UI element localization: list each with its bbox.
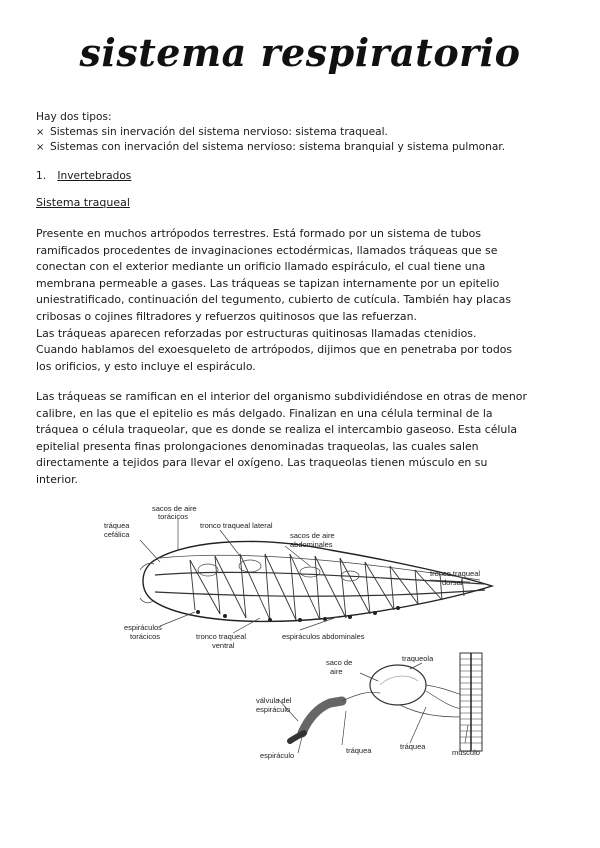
text-line: Las tráqueas aparecen reforzadas por estructuras quitinosas llamadas ctenidios. — [36, 326, 477, 340]
intro-bullet — [36, 140, 505, 155]
text-line: calibre, en las que el epitelio es más delgado. Finalizan en una célula terminal de la — [36, 406, 493, 420]
text-line: Cuando hablamos del exoesqueleto de artrópodos, dijimos que en penetraba por todos — [36, 343, 513, 357]
label-tronco-lateral: tronco traqueal lateral — [200, 521, 273, 530]
page-title: sistema respiratorio — [79, 30, 521, 75]
text-line: los orificios, y esto incluye el espiráculo. — [36, 359, 256, 373]
tracheal-system-figure — [100, 500, 520, 660]
label-tronco-ventral: tronco traqueal — [196, 632, 247, 641]
intro-lead: Hay dos tipos: — [36, 111, 112, 123]
label-saco-aire: saco de — [326, 658, 353, 667]
label-tronco-ventral-2: ventral — [212, 641, 235, 650]
text-line: epitelial presenta finas prolongaciones denominadas traqueolas, las cuales salen — [36, 439, 479, 453]
label-sacos-abdominales-2: abdominales — [290, 540, 333, 549]
label-traqueola: traqueola — [402, 654, 434, 663]
paragraph-2 — [36, 389, 568, 489]
label-valvula-2: espiráculo — [256, 705, 291, 714]
label-sacos-toracicos: sacos de aire — [152, 504, 197, 513]
label-musculo: músculo — [452, 748, 480, 757]
bullet-text: Sistemas sin inervación del sistema nervioso: sistema traqueal. — [50, 126, 388, 138]
label-traquea-2: tráquea — [400, 742, 426, 751]
subsection-title: Sistema traqueal — [36, 196, 130, 209]
text-line: Presente en muchos artrópodos terrestres. Está formado por un sistema de tubos — [36, 227, 482, 240]
text-line: interior. — [36, 472, 79, 486]
label-tronco-dorsal-2: dorsal — [442, 578, 463, 587]
tracheole-drawing — [290, 653, 482, 751]
bullet-mark: × — [36, 127, 45, 138]
label-espiraculos-toracicos-2: torácicos — [130, 632, 161, 641]
tracheole-detail-figure — [250, 645, 510, 765]
text-line: conectan con el exterior mediante un orificio llamado espiráculo, el cual tiene una — [36, 260, 486, 274]
text-line: Las tráqueas se ramifican en el interior del organismo subdividiéndose en otras de menor — [36, 390, 527, 403]
section-title: Invertebrados — [57, 170, 132, 182]
label-saco-aire-2: aire — [330, 667, 343, 676]
label-traquea-1: tráquea — [346, 746, 372, 755]
text-line: directamente a tejidos para llevar el oxígeno. Las traqueolas tienen músculo en su — [36, 456, 488, 470]
label-valvula: válvula del — [256, 696, 292, 705]
label-sacos-abdominales: sacos de aire — [290, 531, 335, 540]
label-sacos-toracicos-2: torácicos — [158, 512, 189, 521]
label-traquea-cefalica: tráquea — [104, 521, 130, 530]
section-number: 1. — [36, 170, 47, 182]
text-line: cribosas o cojines filtradores y refuerzos quitinosos que las refuerzan. — [36, 309, 417, 323]
section-heading — [36, 170, 131, 182]
paragraph-1 — [36, 226, 568, 375]
text-line: membrana permeable a gases. Las tráqueas se tapizan internamente por un epitelio — [36, 276, 500, 290]
label-espiraculos-abdominales: espiráculos abdominales — [282, 632, 365, 641]
text-line: ramificados procedentes de invaginaciones ectodérmicas, llamados tráqueas que se — [36, 243, 498, 257]
text-line: uniestratificado, continuación del tegumento, cubierto de cutícula. También hay placas — [36, 293, 512, 307]
bullet-text: Sistemas con inervación del sistema nervioso: sistema branquial y sistema pulmonar. — [50, 141, 506, 153]
label-espiraculos-toracicos: espiráculos — [124, 623, 162, 632]
label-espiraculo: espiráculo — [260, 751, 295, 760]
intro-bullet — [36, 125, 505, 140]
bullet-mark: × — [36, 142, 45, 153]
label-tronco-dorsal: tronco traqueal — [430, 569, 481, 578]
text-line: tráquea o célula traqueolar, que es donde se realiza el intercambio gaseoso. Esta célula — [36, 423, 518, 437]
label-traquea-cefalica-2: cefálica — [104, 530, 130, 539]
insect-body-drawing — [140, 541, 492, 622]
intro-block — [36, 110, 505, 155]
